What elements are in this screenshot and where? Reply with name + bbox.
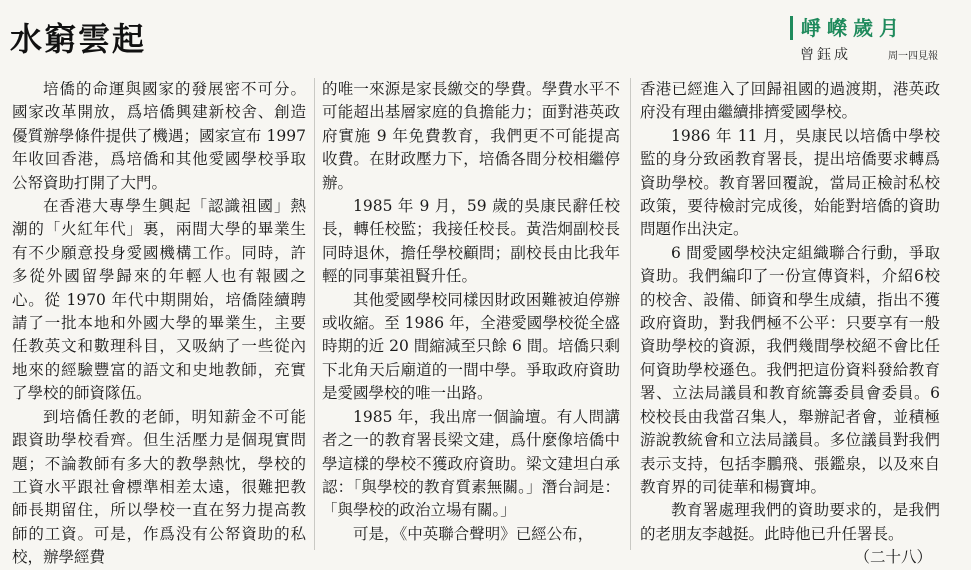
episode-number: （二十八） bbox=[854, 548, 932, 567]
paragraph: 的唯一來源是家長繳交的學費。學費水平不可能超出基層家庭的負擔能力；面對港英政府實施 9 年免費教育，我們更不可能提高收費。在財政壓力下，培僑各間分校相繼停辦。 bbox=[322, 80, 620, 192]
column-header bbox=[790, 16, 962, 64]
paragraph: 1986 年 11 月，吳康民以培僑中學校監的身分致函教育署長，提出培僑要求轉爲資助學校。教育署回覆說，當局正檢討私校政策，要待檢討完成後，始能對培僑的資助問題作出決定。 bbox=[640, 126, 940, 239]
column-name: 崢嶸歲月 bbox=[790, 16, 905, 40]
paragraph: 培僑的命運與國家的發展密不可分。國家改革開放，爲培僑興建新校舍、創造優質辦學條件提供了機遇；國家宣布 1997 年收回香港，爲培僑和其他愛國學校爭取公帑資助打開了大門。 bbox=[12, 80, 306, 192]
column-divider bbox=[630, 78, 631, 550]
paragraph: 到培僑任教的老師，明知薪金不可能跟資助學校看齊。但生活壓力是個現實問題；不論教師有多大的教學熱忱，學校的工資水平跟社會標準相差太遠，很難把教師長期留住，所以學校一直在努力提高教師的工資。可是，作爲没有公帑資助的私校，辦學經費 bbox=[12, 407, 306, 567]
paragraph: 香港已經進入了回歸祖國的過渡期，港英政府没有理由繼續排擠愛國學校。 bbox=[640, 80, 940, 122]
paragraph: 6 間愛國學校決定組織聯合行動，爭取資助。我們編印了一份宣傳資料，介紹6校的校舍、設備、師資和學生成績，指出不獲政府資助，對我們極不公平：只要享有一般資助學校的資源，我們幾間學校絕不會比任何資助學校遜色。我們把這份資料發給教育署、立法局議員和教育統籌委員會委員。6 校校長由我當召集人，舉辦記者會，並積極游說教統會和立法局議員。多位議員對我們表示支持，包括李鵬飛、張鑑泉，以及來自教育界的司徒華和楊寶坤。 bbox=[640, 243, 940, 496]
author-name: 曾鈺成 bbox=[800, 47, 851, 63]
paragraph: 其他愛國學校同樣因財政困難被迫停辦或收縮。至 1986 年，全港愛國學校從全盛時期的近 20 間縮減至只餘 6 間。培僑只剩下北角天后廟道的一間中學。爭取政府資助是愛國學校的唯一出路。 bbox=[322, 290, 620, 403]
column-divider bbox=[314, 78, 315, 550]
article-column-3 bbox=[640, 78, 940, 567]
paragraph: 在香港大專學生興起「認識祖國」熱潮的「火紅年代」裏，兩間大學的畢業生有不少願意投身愛國機構工作。同時，許多從外國留學歸來的年輕人也有報國之心。從 1970 年代中期開始，培僑陸續聘請了一批本地和外國大學的畢業生，主要任教英文和數理科目，又吸納了一些從內地來的經驗豐富的語文和史地教師，充實了學校的師資隊伍。 bbox=[12, 197, 306, 403]
paragraph: 教育署處理我們的資助要求的，是我們的老朋友李越挺。此時他已升任署長。 bbox=[640, 501, 940, 543]
article-column-2 bbox=[322, 78, 620, 556]
article-column-1 bbox=[12, 78, 306, 567]
headline: 水窮雲起 bbox=[10, 20, 147, 58]
publication-schedule: 周一四見報 bbox=[888, 51, 938, 62]
paragraph: 1985 年 9 月，59 歲的吳康民辭任校長，轉任校監；我接任校長。黃浩炯副校長同時退休，擔任學校顧問；副校長由比我年輕的同事葉祖賢升任。 bbox=[322, 197, 620, 286]
paragraph: 1985 年，我出席一個論壇。有人問講者之一的教育署長梁文建，爲什麼像培僑中學這樣的學校不獲政府資助。梁文建坦白承認：「與學校的教育質素無關。」潛台詞是：「與學校的政治立場有關。」 bbox=[322, 407, 620, 520]
paragraph: 可是，《中英聯合聲明》已經公布， bbox=[353, 524, 594, 543]
